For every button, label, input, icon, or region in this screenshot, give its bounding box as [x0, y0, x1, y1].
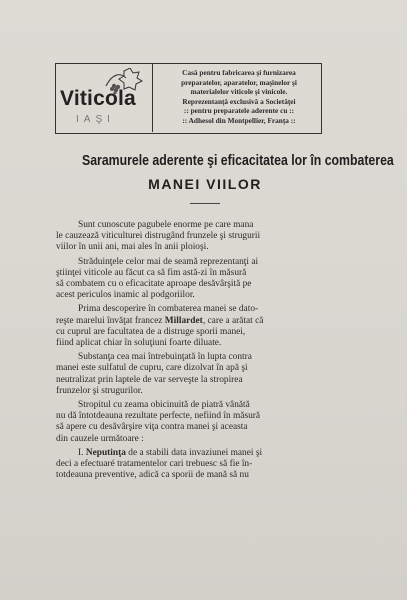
text-line: să apere cu desăvârşire viţa contra manei şi aceasta: [56, 422, 248, 433]
bold-name: Millardet: [164, 315, 203, 326]
paragraph: [56, 352, 356, 397]
title-divider: [190, 203, 220, 204]
text-line: [56, 316, 356, 327]
text-line: să combatem cu o eficacitate aproape desăvârşită pe: [56, 279, 252, 290]
text-fragment: reşte marelui învăţat francez: [56, 315, 165, 326]
letterhead-line: materialelor viticole şi vinicole.: [190, 87, 288, 97]
text-line: Stropitul cu zeama obicinuită de piatră vânătă: [78, 400, 250, 411]
letterhead-line: Casă pentru fabricarea şi furnizarea: [182, 68, 296, 77]
paragraph: [56, 400, 356, 445]
text-line: [56, 448, 356, 459]
paragraph: [56, 304, 356, 349]
article-title: Saramurele aderente şi eficacitatea lor în combaterea: [82, 152, 394, 169]
text-line: ştiinţei viticole au făcut ca să fim astă-zi în măsură: [56, 267, 247, 278]
text-line: neutralizat prin laptele de var serveşte la stropirea: [56, 374, 243, 385]
letterhead-line: preparatelor, aparatelor, maşinelor şi: [181, 77, 297, 87]
article-subtitle: MANEI VIILOR: [148, 176, 262, 192]
logo-wordmark: Viticola: [60, 87, 136, 110]
logo-city: IAŞI: [76, 114, 115, 125]
text-line: Substanţa cea mai întrebuinţată în lupta contra: [78, 352, 252, 363]
text-line: din cauzele următoare :: [56, 433, 144, 444]
text-line: Străduinţele celor mai de seamă reprezentanţi ai: [78, 256, 259, 267]
text-line: deci a efectuaré tratamentelor cari trebuesc să fie în-: [56, 459, 253, 470]
text-line: manei este sulfatul de cupru, care dizolvat în apă şi: [56, 363, 248, 374]
paragraph: [56, 257, 356, 302]
letterhead-line: Reprezentanţă exclusivă a Societăţei: [182, 96, 296, 106]
text-line: Prima descoperire în combaterea manei se dato-: [78, 304, 259, 315]
letterhead-line: :: Adhesol din Montpellier, Franţa ::: [182, 115, 296, 125]
text-line: Sunt cunoscute pagubele enorme pe care mana: [78, 220, 254, 230]
text-fragment: I.: [78, 447, 86, 458]
letterhead-text: [158, 68, 320, 126]
text-line: frunzelor şi strugurilor.: [56, 385, 143, 396]
text-line: acest periculos inamic al podgoriilor.: [56, 290, 195, 301]
letterhead-line: :: pentru preparatele aderente cu ::: [183, 106, 295, 116]
text-line: le cauzează viticulturei distrugând frunzele şi strugurii: [56, 231, 261, 242]
text-line: totdeauna preventive, adică ca sporii de mană să nu: [56, 470, 249, 481]
bold-word: Neputinţa: [85, 447, 126, 458]
text-fragment: , care a arătat că: [202, 315, 264, 326]
logo: [56, 64, 153, 132]
text-line: viilor în unii ani, mai ales în anii ploioşi.: [56, 242, 209, 253]
paragraph: [56, 448, 356, 482]
text-line: cu cuprul are facultatea de a distruge sporii manei,: [56, 326, 246, 337]
letterhead-box: [55, 63, 322, 134]
text-line: nu dă întotdeauna rezultate perfecte, nefiind în măsură: [56, 411, 261, 422]
text-fragment: de a stabili data invaziunei manei şi: [125, 447, 263, 458]
paragraph: [56, 220, 356, 254]
article-body: [56, 220, 356, 484]
text-line: fiind aplicat chiar în soluţiuni foarte diluate.: [56, 338, 222, 349]
